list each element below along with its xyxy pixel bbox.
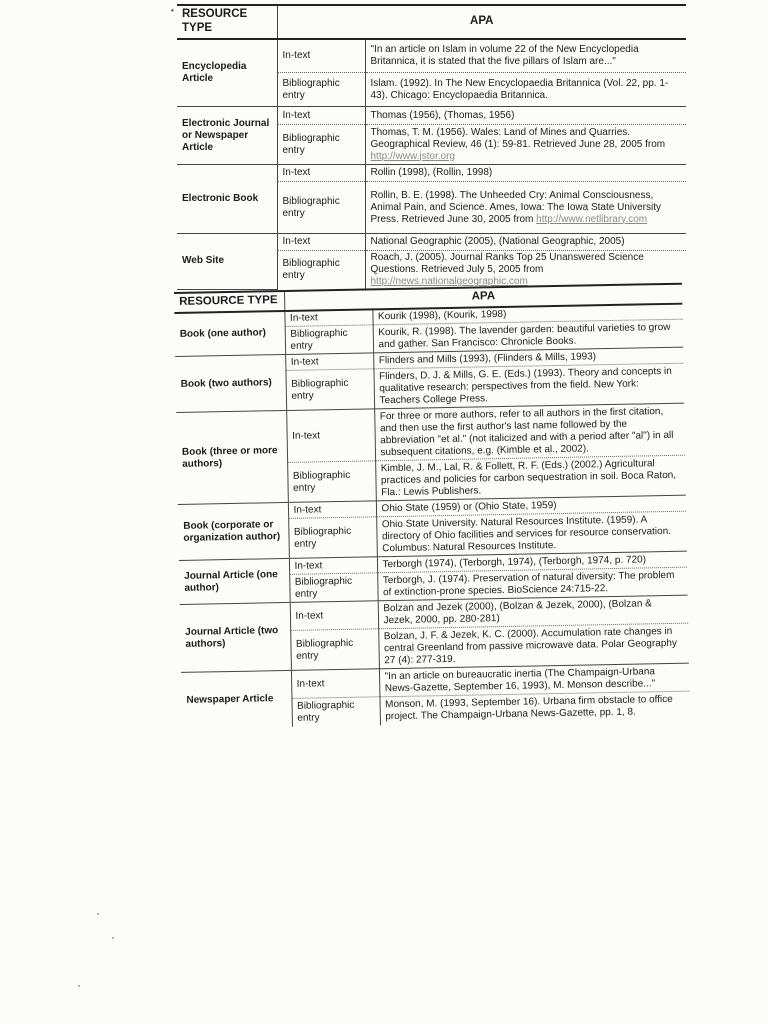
citation-link[interactable]: http://news.nationalgeographic.com xyxy=(370,276,528,288)
citation-text: Islam. (1992). In The New Encyclopaedia Britannica (Vol. 22, pp. 1-43). Chicago: Encyclopaedia Britannica. xyxy=(365,73,686,107)
citation-kind: In-text xyxy=(286,409,375,463)
citation-table-1 xyxy=(177,4,686,290)
resource-type-electronic-journal: Electronic Journal or Newspaper Article xyxy=(177,107,277,165)
citation-text: Terborgh, J. (1974). Preservation of natural diversity: The problem of extinction-prone species. BioScience 24:715-22. xyxy=(377,567,687,601)
citation-kind: Bibliographic entry xyxy=(277,125,365,165)
citation-text: For three or more authors, refer to all authors in the first citation, and then use the first author's last name followed by the abbreviation "et al." (not italicized and with a period after "al") in all subsequent citations, e.g. (Kimble et al., 2002). xyxy=(374,403,685,461)
resource-type-book-two-authors: Book (two authors) xyxy=(175,355,286,413)
resource-type-journal-two-authors: Journal Article (two authors) xyxy=(180,603,291,673)
resource-type-newspaper: Newspaper Article xyxy=(186,693,274,706)
scan-speck xyxy=(78,985,80,987)
citation-kind: Bibliographic entry xyxy=(288,517,377,559)
citation-text: Thomas (1956), (Thomas, 1956) xyxy=(365,107,686,125)
resource-type-book-corporate: Book (corporate or organization author) xyxy=(178,503,289,561)
scan-mark: • xyxy=(171,6,174,15)
table-row xyxy=(177,39,686,73)
citation-link[interactable]: http://www.netlibrary.com xyxy=(536,213,648,225)
citation-kind: Bibliographic entry xyxy=(285,325,373,355)
citation-text: Terborgh (1974), (Terborgh, 1974), (Terborgh, 1974, p. 720) xyxy=(377,551,687,573)
scan-speck xyxy=(112,937,114,939)
citation-link[interactable]: http://www.jstor.org xyxy=(370,150,455,162)
citation-kind: Bibliographic entry xyxy=(285,369,374,411)
citation-text: Kimble, J. M., Lal, R. & Follett, R. F. (Eds.) (2002.) Agricultural practices and policies for carbon sequestration in soil. Boca Raton, Fla.: Lewis Publishers. xyxy=(375,455,686,501)
citation-text: Flinders and Mills (1993), (Flinders & Mills, 1993) xyxy=(373,347,683,369)
citation-text: Ohio State University. Natural Resources Institute. (1959). A directory of Ohio facilities and services for resource conservation. Columbus: Natural Resources Institute. xyxy=(376,511,687,557)
citation-kind: Bibliographic entry xyxy=(277,73,365,107)
citation-text: Bolzan, J. F. & Jezek, K. C. (2000). Accumulation rate changes in central Greenland from passive microwave data. Polar Geography 27 (4): 277-319. xyxy=(378,623,689,669)
citation-kind: Bibliographic entry xyxy=(291,697,379,727)
citation-kind: Bibliographic entry xyxy=(289,573,377,603)
citation-text xyxy=(365,125,686,165)
citation-kind: Bibliographic entry xyxy=(290,629,379,671)
resource-type-header: RESOURCE TYPE xyxy=(174,291,284,313)
citation-text: Kourik (1998), (Kourik, 1998) xyxy=(372,303,682,325)
table-row xyxy=(177,165,686,182)
citation-text: Rollin (1998), (Rollin, 1998) xyxy=(365,165,686,182)
citation-kind: In-text xyxy=(277,107,365,125)
citation-kind: In-text xyxy=(288,501,376,519)
citation-kind: In-text xyxy=(289,557,377,575)
citation-kind: Bibliographic entry xyxy=(277,251,365,290)
citation-text: "In an article on Islam in volume 22 of the New Encyclopedia Britannica, it is stated that the five pillars of Islam are..." xyxy=(365,39,686,73)
citation-text: Ohio State (1959) or (Ohio State, 1959) xyxy=(376,495,686,517)
citation-text: Flinders, D. J. & Mills, G. E. (Eds.) (1993). Theory and concepts in qualitative research: perspectives from the field. New York: Teachers College Press. xyxy=(373,363,684,409)
apa-header: APA xyxy=(277,5,686,39)
scan-speck xyxy=(97,913,99,915)
citation-text: Monson, M. (1993, September 16). Urbana firm obstacle to office project. The Champaign-Urbana News-Gazette, pp. 1, 8. xyxy=(384,693,673,723)
citation-body: Roach, J. (2005). Journal Ranks Top 25 Unanswered Science Questions. Retrieved July 5, 2005 from xyxy=(370,252,644,276)
citation-body: Rollin, B. E. (1998). The Unheeded Cry: Animal Consciousness, Animal Pain, and Science. Ames, Iowa: The Iowa State University Press. Retrieved June 30, 2005 from xyxy=(370,189,662,225)
citation-text: Kourik, R. (1998). The lavender garden: beautiful varieties to grow and gather. San Francisco: Chronicle Books. xyxy=(373,319,683,353)
resource-type-header: RESOURCE TYPE xyxy=(177,5,277,39)
resource-type-electronic-book: Electronic Book xyxy=(177,165,277,234)
citation-kind: Bibliographic entry xyxy=(277,182,365,234)
citation-text: National Geographic (2005), (National Geographic, 2005) xyxy=(365,234,686,251)
table-header-row xyxy=(177,5,686,39)
table-row xyxy=(177,234,686,251)
resource-type-encyclopedia: Encyclopedia Article xyxy=(177,39,277,107)
citation-kind: In-text xyxy=(277,165,365,182)
resource-type-book-three-authors: Book (three or more authors) xyxy=(176,411,288,505)
citation-kind: In-text xyxy=(291,669,379,699)
citation-text: "In an article on bureaucratic inertia (The Champaign-Urbana News-Gazette, September 16, 1993), M. Monson describe..." xyxy=(379,663,689,697)
citation-kind: In-text xyxy=(290,601,378,631)
citation-text: Bolzan and Jezek (2000), (Bolzan & Jezek, 2000), (Bolzan & Jezek, 2000, pp. 280-281) xyxy=(378,595,688,629)
table-row xyxy=(176,403,685,464)
citation-table-2 xyxy=(174,283,690,729)
resource-type-book-one-author: Book (one author) xyxy=(174,311,285,357)
resource-type-web-site: Web Site xyxy=(177,234,277,290)
citation-kind: In-text xyxy=(284,309,372,327)
citation-kind: Bibliographic entry xyxy=(287,461,376,503)
citation-kind: In-text xyxy=(285,353,373,371)
citation-text xyxy=(365,182,686,234)
apa-header: APA xyxy=(284,284,682,311)
table-row xyxy=(177,107,686,125)
citation-kind: In-text xyxy=(277,234,365,251)
citation-kind: In-text xyxy=(277,39,365,73)
resource-type-journal-one-author: Journal Article (one author) xyxy=(179,559,290,605)
citation-body: Thomas, T. M. (1956). Wales: Land of Mines and Quarries. Geographical Review, 46 (1): 59-81. Retrieved June 28, 2005 from xyxy=(370,126,666,150)
